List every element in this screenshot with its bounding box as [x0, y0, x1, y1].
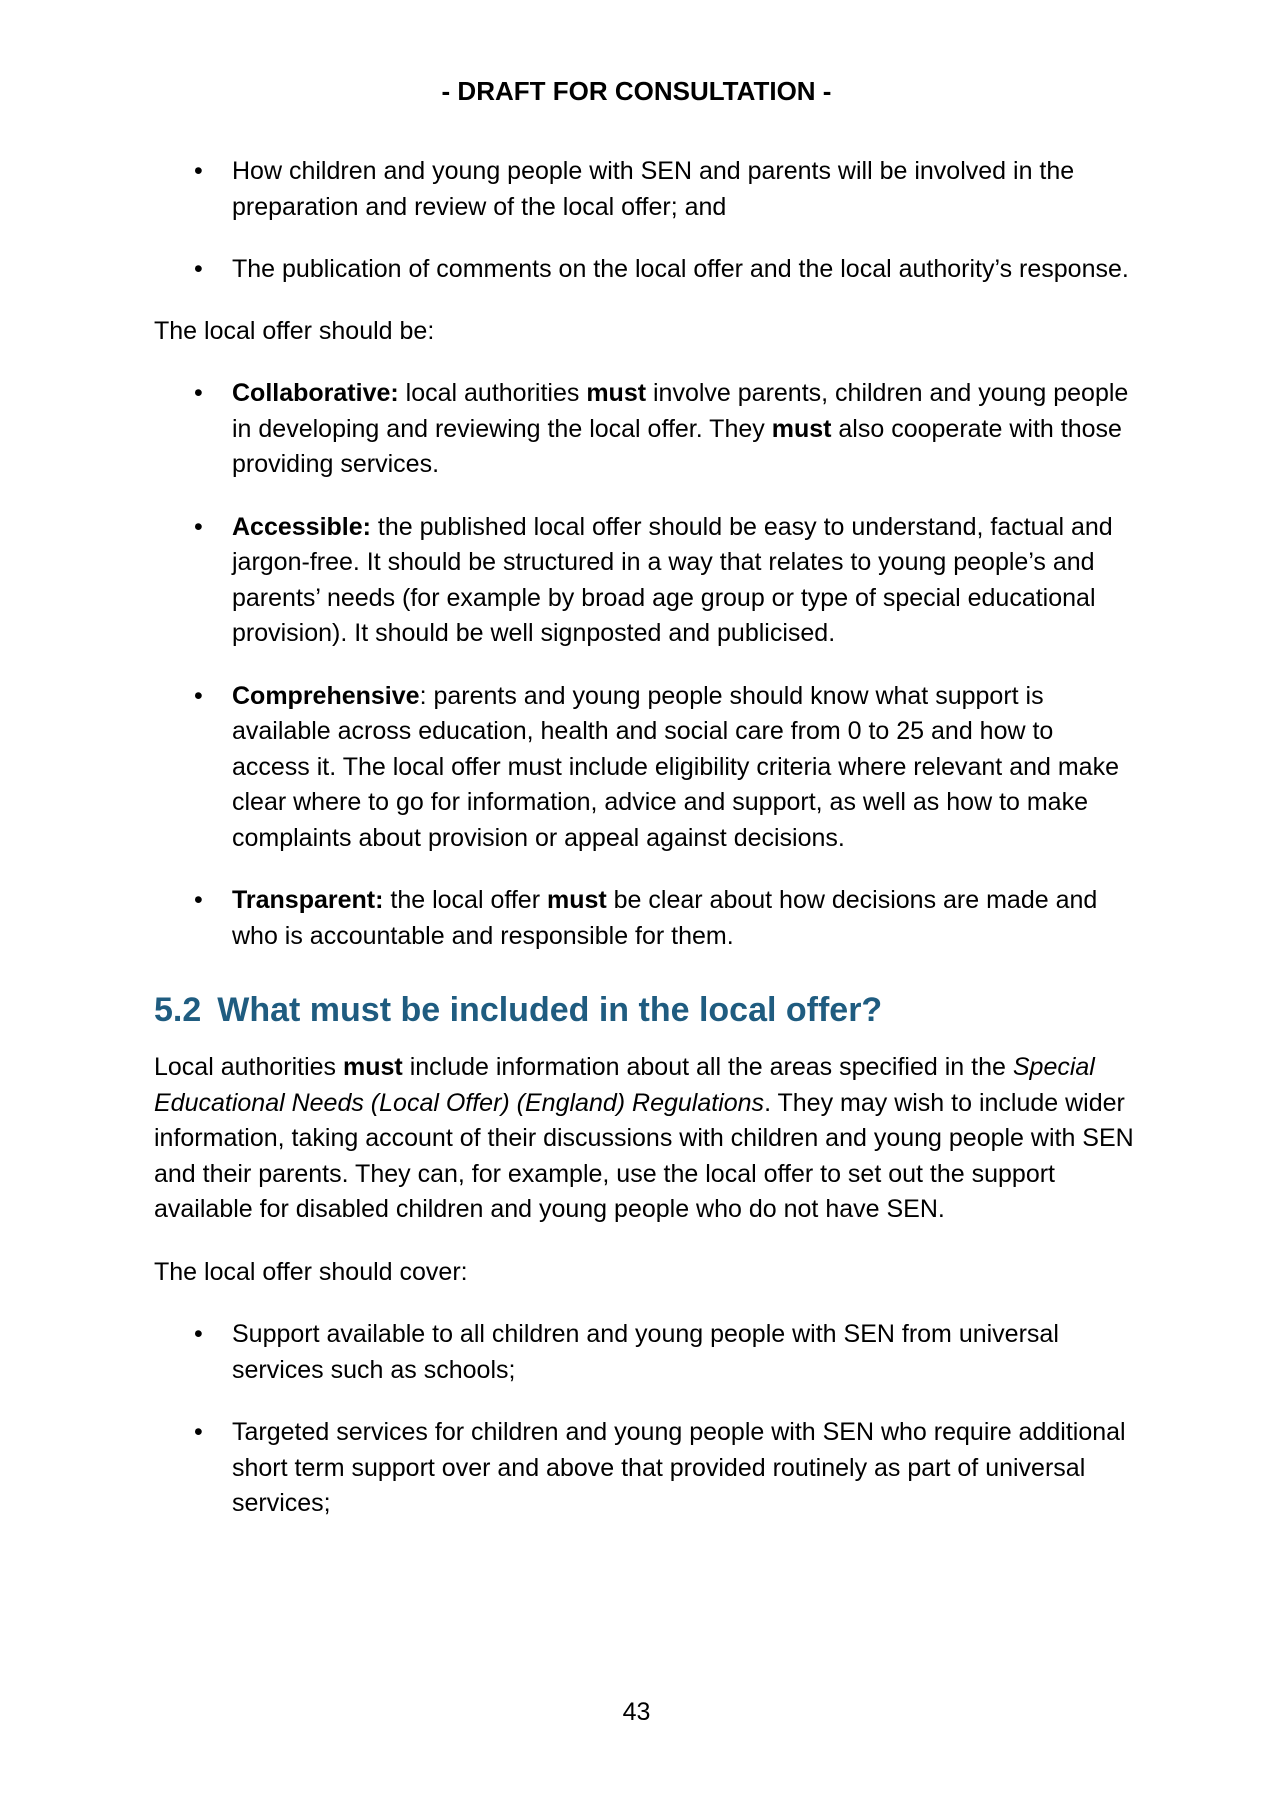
local-offer-cover-intro: The local offer should cover: [154, 1257, 468, 1286]
emphasis-must: must [343, 1053, 403, 1081]
term: Collaborative: [232, 379, 399, 407]
bullet-icon: • [194, 1418, 203, 1446]
page-content [154, 154, 1134, 1548]
section-heading [154, 990, 1134, 1030]
bullet-icon: • [194, 1320, 203, 1348]
list-item [154, 1317, 1134, 1388]
bullet-icon: • [194, 681, 203, 710]
list-item-text: Targeted services for children and young people with SEN who require additional short term support over and above that provided routinely as part of universal services; [232, 1418, 1126, 1517]
list-item-text: The publication of comments on the local offer and the local authority’s response. [232, 255, 1129, 283]
emphasis-must: must [771, 414, 832, 443]
list-item [154, 1415, 1134, 1522]
list-item-text: How children and young people with SEN and parents will be involved in the preparation and review of the local offer; and [232, 157, 1075, 221]
section-number: 5.2 [154, 991, 202, 1029]
bullet-icon: • [194, 157, 203, 185]
section-paragraph: Local authorities must include information about all the areas specified in the Special Educational Needs (Local Offer) (England) Regulations. They may wish to include wider information, taking account of their discussions with children and young people with SEN and their parents. They can, for example, use the local offer to set out the support available for disabled children and young people who do not have SEN. [154, 1053, 1134, 1223]
bullet-icon: • [194, 886, 203, 914]
bullet-icon: • [194, 512, 203, 541]
term: Accessible: [232, 512, 371, 541]
page-number: 43 [622, 1698, 651, 1726]
emphasis-must: must [546, 886, 607, 914]
regulations-title: Special Educational Needs (Local Offer) (England) Regulations [154, 1053, 1095, 1117]
local-offer-intro: The local offer should be: [154, 316, 435, 345]
bullet-icon: • [194, 379, 203, 407]
list-item-accessible: • Accessible: the published local offer should be easy to understand, factual and jargon-free. It should be structured in a way that relates to young people’s and parents’ needs (for example by broad age group or type of special educational provision). It should be well signposted and publicised. [154, 510, 1134, 652]
list-item-collaborative: • Collaborative: local authorities must involve parents, children and young people in developing and reviewing the local offer. They must also cooperate with those providing services. [154, 376, 1134, 483]
offer-qualities-list [154, 376, 1134, 954]
list-item-transparent: • Transparent: the local offer must be clear about how decisions are made and who is accountable and responsible for them. [154, 883, 1134, 954]
emphasis-must: must [586, 379, 647, 407]
list-item [154, 252, 1134, 288]
list-item-comprehensive: • Comprehensive: parents and young people should know what support is available across education, health and social care from 0 to 25 and how to access it. The local offer must include eligibility criteria where relevant and make clear where to go for information, advice and support, as well as how to make complaints about provision or appeal against decisions. [154, 679, 1134, 857]
involvement-list [154, 154, 1134, 288]
bullet-icon: • [194, 255, 203, 283]
term: Transparent: [232, 886, 384, 914]
list-item-text: Support available to all children and young people with SEN from universal services such as schools; [232, 1320, 1059, 1384]
list-item [154, 154, 1134, 225]
page-header: - DRAFT FOR CONSULTATION - [441, 76, 832, 106]
section-title: What must be included in the local offer? [217, 991, 883, 1029]
term: Comprehensive [232, 681, 420, 710]
coverage-list [154, 1317, 1134, 1522]
